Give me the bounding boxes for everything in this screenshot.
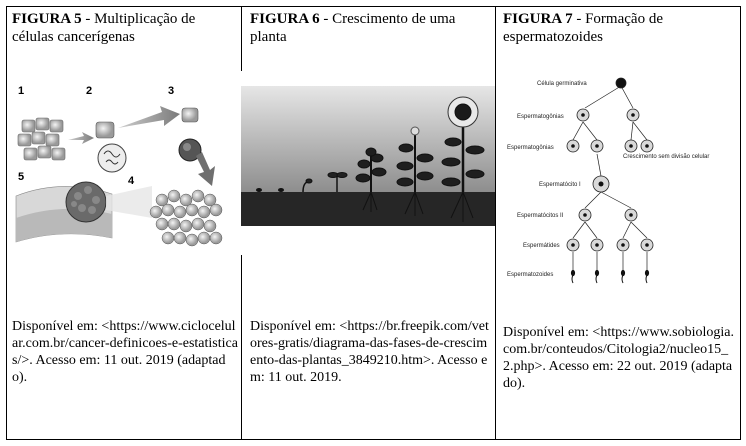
figure-6-label: FIGURA 6 <box>250 11 320 27</box>
tumor-mass <box>66 182 106 222</box>
label-espermatogonias-1: Espermatogônias <box>517 114 564 120</box>
arrow-icon <box>118 106 180 128</box>
figure-6-credit: Disponível em: <https://br.freepik.com/vetores-gratis/diagrama-das-fases-de-crescimento-das-plantas_3849210.htm>. Acesso em: 11 out. 2019. <box>250 319 489 385</box>
label-espermatogonias-2: Espermatogônias <box>507 145 554 151</box>
sperm-cells <box>571 270 648 283</box>
figure-5-cancer-illustration <box>12 78 224 254</box>
figure-5-caption: Multiplicação de células cancerígenas <box>12 11 196 45</box>
figure-6-caption: Crescimento de uma planta <box>250 11 456 45</box>
label-crescimento-text: Crescimento sem divisão celular <box>623 154 710 160</box>
figure-6-title: FIGURA 6 - Crescimento de uma planta <box>250 11 456 45</box>
seed <box>256 188 262 192</box>
cells <box>567 78 653 251</box>
table-bottom-border <box>6 439 740 440</box>
table-divider-2 <box>495 6 496 440</box>
figure-7-caption: Formação de espermatozoides <box>503 11 663 45</box>
label-crescimento <box>623 154 709 160</box>
figure-5-credit: Disponível em: <https://www.ciclocelular.com.br/cancer-definicoes-e-estatisticas/>. Acesso em: 11 out. 2019 (adaptado). <box>12 319 238 385</box>
soil-ground <box>241 192 495 226</box>
step-number-2: 2 <box>86 85 93 97</box>
table-left-border <box>6 6 7 440</box>
step-number-5: 5 <box>18 171 25 183</box>
figure-7-credit: Disponível em: <https://www.sobiologia.com.br/conteudos/Citologia2/nucleo15_2.php>. Acesso em: 22 out. 2019 (adaptado). <box>503 325 734 391</box>
label-germinal-cell: Célula germinativa <box>537 81 587 87</box>
figure-7-spermatogenesis-diagram <box>503 74 735 284</box>
step-number-4: 4 <box>128 175 135 187</box>
step-number-1: 1 <box>18 85 25 97</box>
figure-7-title: FIGURA 7 - Formação de espermatozoides <box>503 11 663 45</box>
table-divider-1 <box>241 6 242 71</box>
figure-7-label: FIGURA 7 <box>503 11 573 27</box>
label-espermatides: Espermátides <box>523 243 560 249</box>
table-top-border <box>6 6 740 7</box>
label-espermatocito-1: Espermatócito I <box>539 182 581 188</box>
nucleus-zoom <box>98 144 126 172</box>
figure-6-plant-growth-illustration <box>241 86 495 226</box>
mutated-cell <box>96 122 114 138</box>
step-number-3: 3 <box>168 85 175 97</box>
table-right-border <box>740 6 741 440</box>
arrow-icon <box>196 152 215 186</box>
label-espermatocitos-2: Espermatócitos II <box>517 213 564 219</box>
normal-cell-cluster <box>18 118 65 160</box>
figure-5-title: FIGURA 5 - Multiplicação de células cancerígenas <box>12 11 196 45</box>
label-espermatozoides: Espermatozoides <box>507 272 554 278</box>
figure-5-label: FIGURA 5 <box>12 11 82 27</box>
spreading-cells <box>150 190 222 246</box>
arrow-icon <box>68 132 94 144</box>
table-divider-1-lower <box>241 255 242 440</box>
